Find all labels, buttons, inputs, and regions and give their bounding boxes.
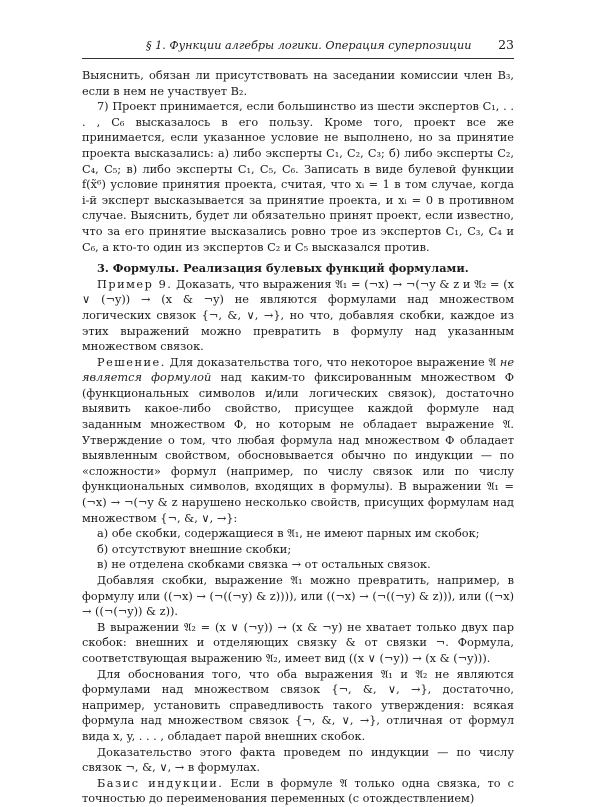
basis-label: Базис индукции.	[97, 776, 224, 790]
section-heading-paragraph	[82, 261, 514, 277]
solution-text-after: над каким-то фиксированным множеством Φ (функциональных символов и/или логических связок), достаточно выявить какое-либо свойство, присущее каждой формуле над заданным множеством Φ, но которым не обладает выражение 𝔄. Утверждение о том, что любая формула над множеством Φ обладает выявленным свойством, обосновывается обычно по индукции — по «сложности» формул (например, по числу связок или по числу функциональных символов, входящих в формулы). В выражении 𝔄₁ = (¬x) → ¬(¬y & z нарушено несколько свойств, присущих формулам над множеством {¬, &, ∨, →}:	[82, 371, 514, 525]
exercise-6-tail: Выяснить, обязан ли присутствовать на заседании комиссии член B₃, если в нем не участвует B₂.	[82, 69, 514, 98]
solution-label: Решение.	[97, 355, 166, 369]
body-paragraph-brackets: Добавляя скобки, выражение 𝔄₁ можно превратить, например, в формулу или ((¬x) → (¬((¬y) & z)))), или ((¬x) → (¬((¬y) & z))), или ((¬x) → ((¬(¬y)) & z)).	[82, 574, 514, 619]
running-header	[82, 36, 514, 59]
page-number: 23	[498, 37, 514, 52]
list-item-a: а) обе скобки, содержащиеся в 𝔄₁, не имеют парных им скобок;	[97, 527, 480, 541]
solution-paragraph	[82, 355, 514, 527]
section-heading: 3. Формулы. Реализация булевых функций формулами.	[97, 261, 469, 276]
body-paragraph-induction: Доказательство этого факта проведем по индукции — по числу связок ¬, &, ∨, → в формулах.	[82, 745, 514, 775]
basis-text: Если в формуле 𝔄 только одна связка, то с точностью до переименования переменных (с отождествлением)	[82, 776, 514, 806]
list-item-b: б) отсутствуют внешние скобки;	[97, 542, 292, 556]
list-item-c: в) не отделена скобками связка → от остальных связок.	[97, 558, 431, 572]
solution-emphasis: не является формулой	[82, 355, 515, 385]
running-title: § 1. Функции алгебры логики. Операция суперпозиции	[146, 39, 472, 52]
exercise-7: 7) Проект принимается, если большинство из шести экспертов C₁, . . . , C₆ высказалось в его пользу. Кроме того, проект все же принимается, если указанное условие не выполнено, но за принятие проекта высказались: а) либо эксперты C₁, C₂, C₃; б) либо эксперты C₂, C₄, C₅; в) либо эксперты C₁, C₅, C₆. Записать в виде булевой функции f(x̃⁶) условие принятия проекта, считая, что xᵢ = 1 в том случае, когда i-й эксперт высказывается за принятие проекта, и xᵢ = 0 в противном случае. Выяснить, будет ли обязательно принят проект, если известно, что за его принятие высказались ровно трое из экспертов C₁, C₃, C₄ и C₆, а кто-то один из экспертов C₂ и C₅ высказался против.	[82, 100, 514, 254]
body-paragraph-justification: Для обоснования того, что оба выражения 𝔄₁ и 𝔄₂ не являются формулами над множеством связок {¬, &, ∨, →}, достаточно, например, установить справедливость такого утверждения: всякая формула над множеством связок {¬, &, ∨, →}, отличная от формул вида x, y, . . . , обладает парой внешних скобок.	[82, 667, 514, 743]
solution-text-before: Для доказательства того, что некоторое выражение 𝔄	[169, 355, 497, 369]
page-body	[82, 68, 514, 807]
basis-paragraph	[82, 776, 514, 807]
example-text: Доказать, что выражения 𝔄₁ = (¬x) → ¬(¬y & z и 𝔄₂ = (x ∨ (¬y)) → (x & ¬y) не являются формулами над множеством логических связок {¬, &, ∨, →}, но что, добавляя скобки, каждое из этих выражений можно превратить в формулу над указанным множеством связок.	[82, 277, 515, 354]
example-9	[82, 277, 514, 355]
example-label: Пример 9.	[97, 277, 173, 291]
body-paragraph-a2: В выражении 𝔄₂ = (x ∨ (¬y)) → (x & ¬y) не хватает только двух пар скобок: внешних и отделяющих связку & от связки ¬. Формула, соответствующая выражению 𝔄₂, имеет вид ((x ∨ (¬y)) → (x & (¬y))).	[82, 620, 514, 665]
